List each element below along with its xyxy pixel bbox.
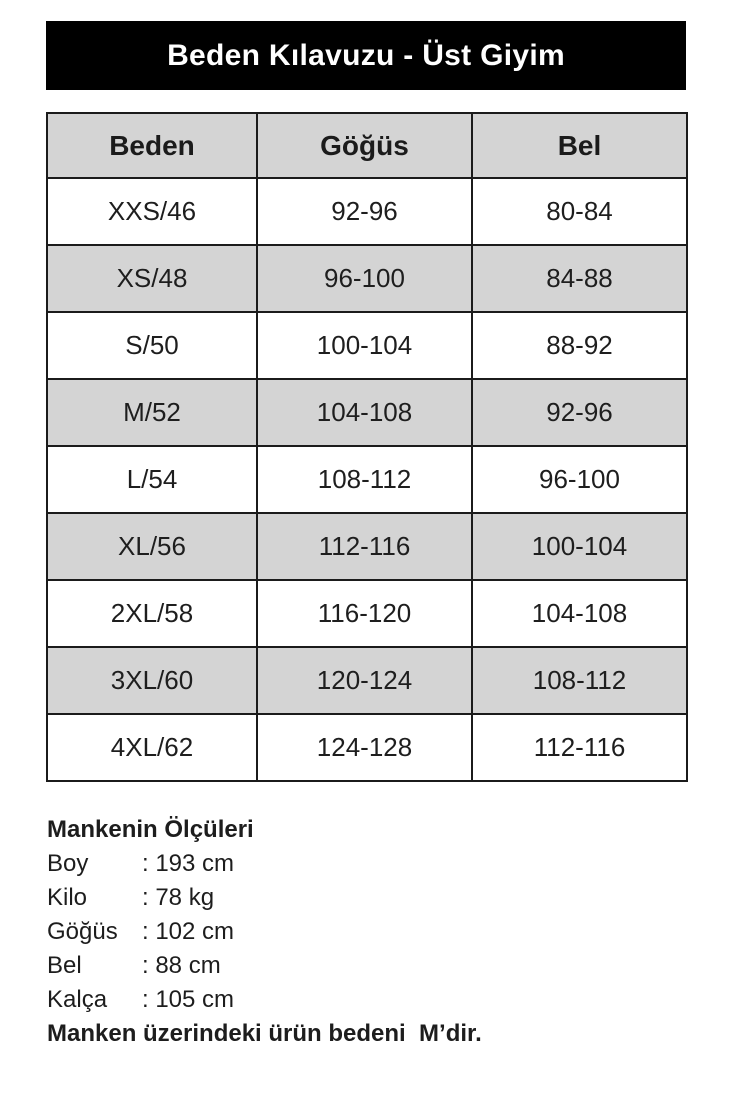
table-header-row — [47, 113, 687, 178]
model-measurements-section — [46, 813, 686, 1051]
measurement-value: : 78 kg — [142, 884, 215, 911]
chest-cell: 116-120 — [257, 580, 472, 647]
measurement-row-hip — [47, 983, 686, 1017]
chest-cell: 108-112 — [257, 446, 472, 513]
size-cell: 4XL/62 — [47, 714, 257, 781]
table-row — [47, 312, 687, 379]
measurement-label: Boy — [47, 850, 89, 877]
table-row — [47, 245, 687, 312]
column-header-waist: Bel — [472, 113, 687, 178]
measurement-row-weight — [47, 881, 686, 915]
table-row — [47, 513, 687, 580]
waist-cell: 112-116 — [472, 714, 687, 781]
measurement-row-height — [47, 847, 686, 881]
waist-cell: 88-92 — [472, 312, 687, 379]
column-header-size: Beden — [47, 113, 257, 178]
model-measurements-title: Mankenin Ölçüleri — [47, 816, 254, 843]
measurement-label: Göğüs — [47, 918, 118, 945]
size-cell: XL/56 — [47, 513, 257, 580]
table-row — [47, 580, 687, 647]
measurement-row-chest — [47, 915, 686, 949]
size-cell: M/52 — [47, 379, 257, 446]
chest-cell: 124-128 — [257, 714, 472, 781]
chest-cell: 92-96 — [257, 178, 472, 245]
waist-cell: 92-96 — [472, 379, 687, 446]
waist-cell: 104-108 — [472, 580, 687, 647]
column-header-chest: Göğüs — [257, 113, 472, 178]
waist-cell: 108-112 — [472, 647, 687, 714]
measurement-value: : 102 cm — [142, 918, 235, 945]
model-size-note: Manken üzerindeki ürün bedeni M’dir. — [47, 1020, 482, 1047]
size-cell: S/50 — [47, 312, 257, 379]
measurement-label: Bel — [47, 952, 82, 979]
measurement-value: : 193 cm — [142, 850, 235, 877]
title-bar — [46, 21, 686, 90]
size-cell: XXS/46 — [47, 178, 257, 245]
measurement-row-waist — [47, 949, 686, 983]
waist-cell: 100-104 — [472, 513, 687, 580]
chest-cell: 120-124 — [257, 647, 472, 714]
size-table — [46, 112, 688, 782]
waist-cell: 84-88 — [472, 245, 687, 312]
size-cell: XS/48 — [47, 245, 257, 312]
page-title: Beden Kılavuzu - Üst Giyim — [167, 38, 565, 72]
size-cell: 2XL/58 — [47, 580, 257, 647]
table-row — [47, 379, 687, 446]
waist-cell: 80-84 — [472, 178, 687, 245]
chest-cell: 96-100 — [257, 245, 472, 312]
chest-cell: 112-116 — [257, 513, 472, 580]
measurement-label: Kalça — [47, 986, 108, 1013]
table-row — [47, 178, 687, 245]
measurement-value: : 105 cm — [142, 986, 235, 1013]
table-row — [47, 714, 687, 781]
size-cell: L/54 — [47, 446, 257, 513]
chest-cell: 100-104 — [257, 312, 472, 379]
measurement-label: Kilo — [47, 884, 88, 911]
measurement-value: : 88 cm — [142, 952, 221, 979]
table-row — [47, 647, 687, 714]
size-cell: 3XL/60 — [47, 647, 257, 714]
waist-cell: 96-100 — [472, 446, 687, 513]
table-row — [47, 446, 687, 513]
chest-cell: 104-108 — [257, 379, 472, 446]
